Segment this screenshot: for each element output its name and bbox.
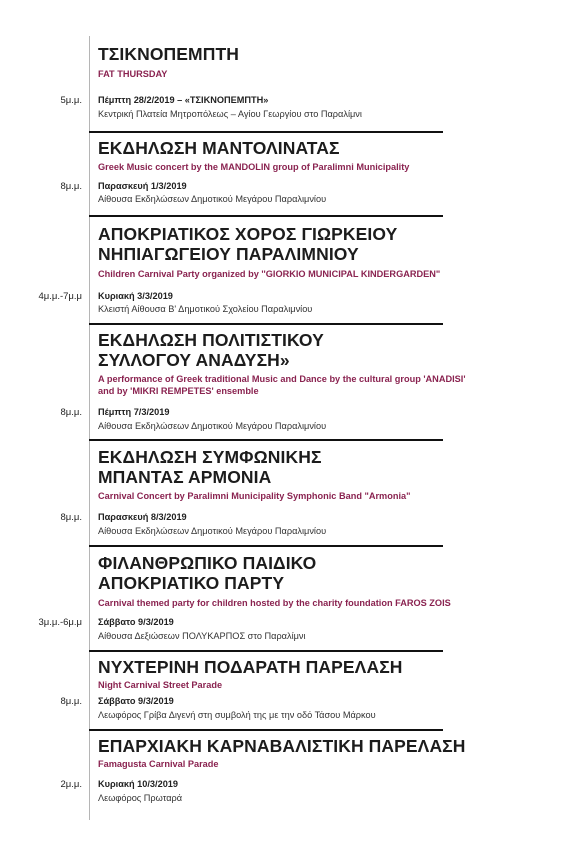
event-time: 8μ.μ. xyxy=(60,181,82,192)
event-time: 8μ.μ. xyxy=(60,407,82,418)
event-venue: Αίθουσα Δεξιώσεων ΠΟΛΥΚΑΡΠΟΣ στο Παραλίμνι xyxy=(98,631,306,641)
event-title: ΑΠΟΚΡΙΑΤΙΚΟΣ ΧΟΡΟΣ ΓΙΩΡΚΕΙΟΥ ΝΗΠΙΑΓΩΓΕΙΟΥ ΠΑΡΑΛΙΜΝΙΟΥ xyxy=(98,224,398,264)
event-title: ΦΙΛΑΝΘΡΩΠΙΚΟ ΠΑΙΔΙΚΟ ΑΠΟΚΡΙΑΤΙΚΟ ΠΑΡΤΥ xyxy=(98,553,317,593)
section-rule xyxy=(89,323,443,325)
timeline-divider xyxy=(89,36,90,820)
event-time: 8μ.μ. xyxy=(60,512,82,523)
event-subtitle: Famagusta Carnival Parade xyxy=(98,759,219,769)
event-date: Κυριακή 3/3/2019 xyxy=(98,291,173,301)
section-rule xyxy=(89,650,443,652)
event-subtitle: Carnival Concert by Paralimni Municipality Symphonic Band "Armonia" xyxy=(98,491,411,501)
event-title: ΕΚΔΗΛΩΣΗ ΠΟΛΙΤΙΣΤΙΚΟΥ ΣΥΛΛΟΓΟΥ ΑΝΑΔΥΣΗ» xyxy=(98,330,324,370)
event-title: ΤΣΙΚΝΟΠΕΜΠΤΗ xyxy=(98,44,239,64)
event-date: Πέμπτη 28/2/2019 – «ΤΣΙΚΝΟΠΕΜΠΤΗ» xyxy=(98,95,269,105)
event-date: Πέμπτη 7/3/2019 xyxy=(98,407,170,417)
event-time: 3μ.μ.-6μ.μ xyxy=(38,617,82,628)
event-subtitle: Night Carnival Street Parade xyxy=(98,680,223,690)
event-venue: Κλειστή Αίθουσα Β' Δημοτικού Σχολείου Παραλιμνίου xyxy=(98,304,313,314)
event-subtitle: Children Carnival Party organized by ''GIORKIO MUNICIPAL KINDERGARDEN" xyxy=(98,269,441,279)
event-subtitle: Greek Music concert by the MANDOLIN group of Paralimni Municipality xyxy=(98,162,410,172)
event-subtitle: FAT THURSDAY xyxy=(98,69,168,79)
section-rule xyxy=(89,545,443,547)
event-title: ΝΥΧΤΕΡΙΝΗ ΠΟΔΑΡΑΤΗ ΠΑΡΕΛΑΣΗ xyxy=(98,657,403,677)
event-venue: Αίθουσα Εκδηλώσεων Δημοτικού Μεγάρου Παραλιμνίου xyxy=(98,421,327,431)
section-rule xyxy=(89,131,443,133)
event-time: 4μ.μ.-7μ.μ xyxy=(38,291,82,302)
event-time: 5μ.μ. xyxy=(60,95,82,106)
event-date: Σάββατο 9/3/2019 xyxy=(98,696,174,706)
section-rule xyxy=(89,215,443,217)
event-venue: Αίθουσα Εκδηλώσεων Δημοτικού Μεγάρου Παραλιμνίου xyxy=(98,526,327,536)
event-date: Κυριακή 10/3/2019 xyxy=(98,779,179,789)
section-rule xyxy=(89,439,443,441)
event-title: ΕΠΑΡΧΙΑΚΗ ΚΑΡΝΑΒΑΛΙΣΤΙΚΗ ΠΑΡΕΛΑΣΗ xyxy=(98,736,466,756)
event-venue: Λεωφόρος Πρωταρά xyxy=(98,793,183,803)
event-date: Σάββατο 9/3/2019 xyxy=(98,617,174,627)
section-rule xyxy=(89,729,443,731)
event-venue: Αίθουσα Εκδηλώσεων Δημοτικού Μεγάρου Παραλιμνίου xyxy=(98,194,327,204)
event-time: 2μ.μ. xyxy=(60,779,82,790)
event-venue: Κεντρική Πλατεία Μητροπόλεως – Αγίου Γεωργίου στο Παραλίμνι xyxy=(98,109,362,119)
event-title: ΕΚΔΗΛΩΣΗ ΣΥΜΦΩΝΙΚΗΣ ΜΠΑΝΤΑΣ ΑΡΜΟΝΙΑ xyxy=(98,447,322,487)
event-date: Παρασκευή 8/3/2019 xyxy=(98,512,187,522)
event-venue: Λεωφόρος Γρίβα Διγενή στη συμβολή της με την οδό Τάσου Μάρκου xyxy=(98,710,376,720)
event-time: 8μ.μ. xyxy=(60,696,82,707)
event-date: Παρασκευή 1/3/2019 xyxy=(98,181,187,191)
event-subtitle: A performance of Greek traditional Music and Dance by the cultural group 'ANADISI' and by 'MIKRI REMPETES' ensemble xyxy=(98,374,466,396)
event-subtitle: Carnival themed party for children hosted by the charity foundation FAROS ZOIS xyxy=(98,598,451,608)
event-title: ΕΚΔΗΛΩΣΗ ΜΑΝΤΟΛΙΝΑΤΑΣ xyxy=(98,138,340,158)
